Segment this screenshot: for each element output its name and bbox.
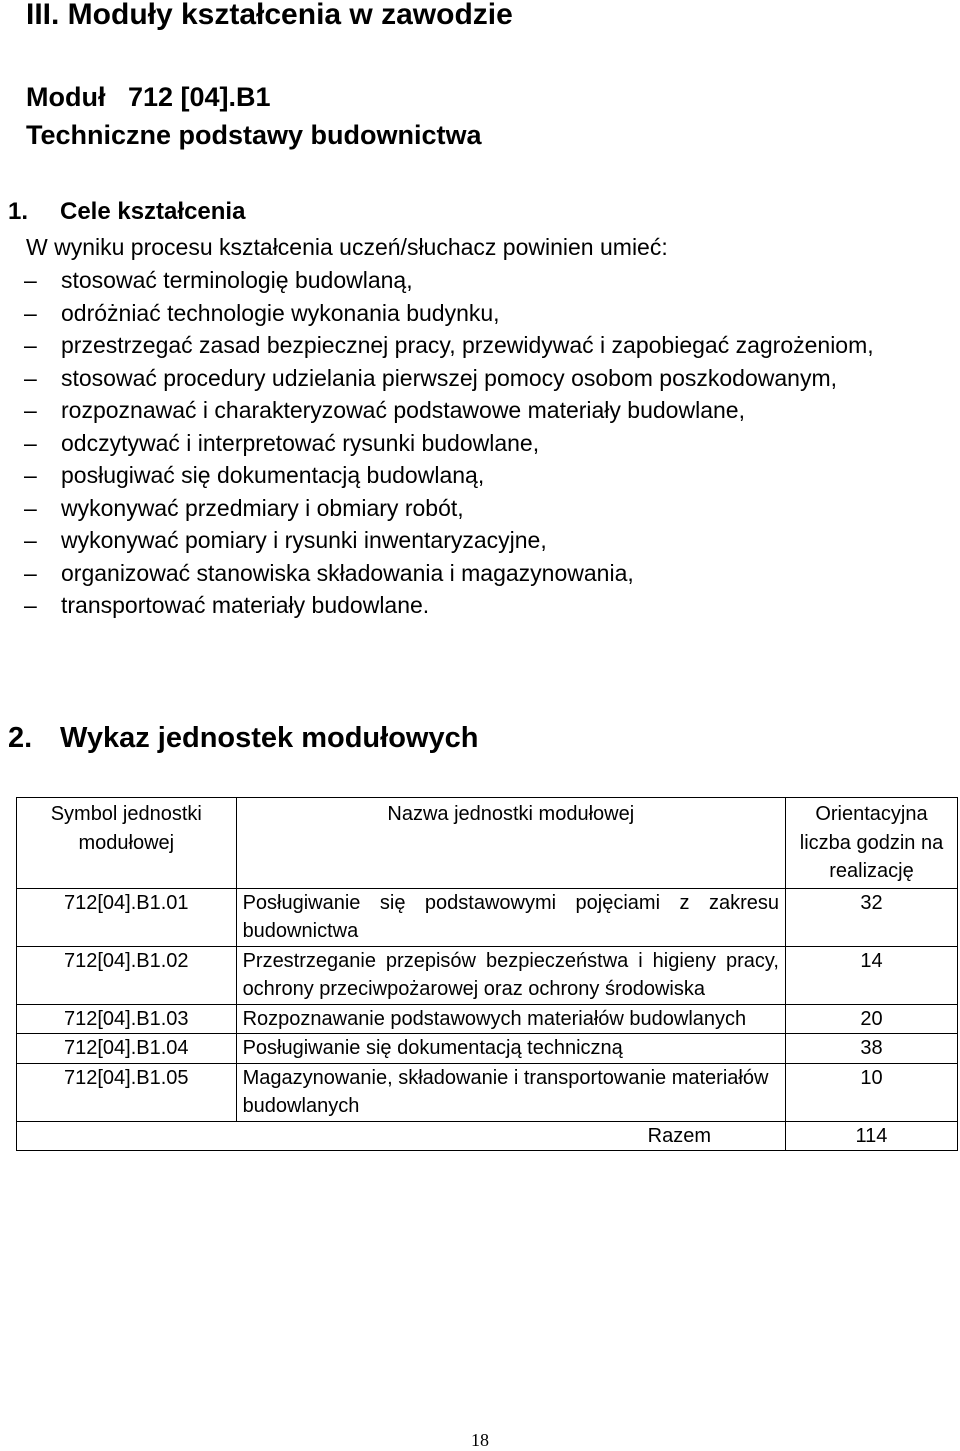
section-1-title: Cele kształcenia [60,198,246,225]
section-2-number: 2. [8,722,33,754]
goal-item: – transportować materiały budowlane. [0,589,949,622]
unit-name: Przestrzeganie przepisów bezpieczeństwa i higieny pracy, ochrony przeciwpożarowej oraz ochrony środowiska [236,946,785,1004]
table-row [17,946,958,1004]
goal-item: – odczytywać i interpretować rysunki budowlane, [0,427,949,460]
table-row [17,1004,958,1034]
table-row [17,888,958,946]
table-header-row [17,798,958,889]
unit-name: Magazynowanie, składowanie i transportowanie materiałów budowlanych [236,1063,785,1121]
unit-hours: 20 [785,1004,957,1034]
goal-item: – organizować stanowiska składowania i magazynowania, [0,557,949,590]
unit-symbol: 712[04].B1.02 [17,946,237,1004]
section-1-heading [8,198,245,226]
section-1-number: 1. [8,198,29,225]
total-label: Razem [17,1121,786,1151]
dash-bullet: – [24,527,37,553]
goal-item: – posługiwać się dokumentacją budowlaną, [0,459,949,492]
unit-symbol: 712[04].B1.04 [17,1034,237,1064]
chapter-heading: III. Moduły kształcenia w zawodzie [26,0,513,31]
module-code: Moduł 712 [04].B1 [26,82,271,112]
dash-bullet: – [24,397,37,423]
unit-hours: 14 [785,946,957,1004]
unit-name: Rozpoznawanie podstawowych materiałów budowlanych [236,1004,785,1034]
unit-symbol: 712[04].B1.01 [17,888,237,946]
dash-bullet: – [24,559,37,586]
unit-symbol: 712[04].B1.05 [17,1063,237,1121]
dash-bullet: – [24,429,37,456]
unit-name: Posługiwanie się podstawowymi pojęciami z zakresu budownictwa [236,888,785,946]
dash-bullet: – [24,462,37,488]
goal-item: – odróżniać technologie wykonania budynku, [0,297,949,330]
unit-hours: 38 [785,1034,957,1064]
dash-bullet: – [24,267,37,293]
table-row [17,1063,958,1121]
section-2-heading [8,722,478,755]
unit-symbol: 712[04].B1.03 [17,1004,237,1034]
goal-item: – stosować terminologię budowlaną, [0,264,949,297]
dash-bullet: – [24,592,37,618]
section-1-intro: W wyniku procesu kształcenia uczeń/słuchacz powinien umieć: [26,234,668,260]
page-number: 18 [471,1430,489,1450]
section-2-title: Wykaz jednostek modułowych [60,722,479,754]
module-name: Techniczne podstawy budownictwa [26,120,482,150]
table-total-row [17,1121,958,1151]
goal-item: – wykonywać pomiary i rysunki inwentaryzacyjne, [0,524,949,557]
dash-bullet: – [24,332,37,358]
header-name: Nazwa jednostki modułowej [236,798,785,889]
module-units-table [16,797,958,1151]
dash-bullet: – [24,364,37,391]
dash-bullet: – [24,494,37,521]
header-hours: Orientacyjna liczba godzin na realizację [785,798,957,889]
unit-hours: 10 [785,1063,957,1121]
goal-item: – wykonywać przedmiary i obmiary robót, [0,492,949,525]
unit-name: Posługiwanie się dokumentacją techniczną [236,1034,785,1064]
total-value: 114 [785,1121,957,1151]
table-row [17,1034,958,1064]
unit-hours: 32 [785,888,957,946]
header-symbol: Symbol jednostki modułowej [17,798,237,889]
goal-item: – rozpoznawać i charakteryzować podstawowe materiały budowlane, [0,394,949,427]
goal-item: – przestrzegać zasad bezpiecznej pracy, przewidywać i zapobiegać zagrożeniom, [0,329,949,362]
goals-list [0,264,960,622]
goal-item: – stosować procedury udzielania pierwszej pomocy osobom poszkodowanym, [0,362,949,395]
module-title [26,78,482,154]
dash-bullet: – [24,299,37,326]
